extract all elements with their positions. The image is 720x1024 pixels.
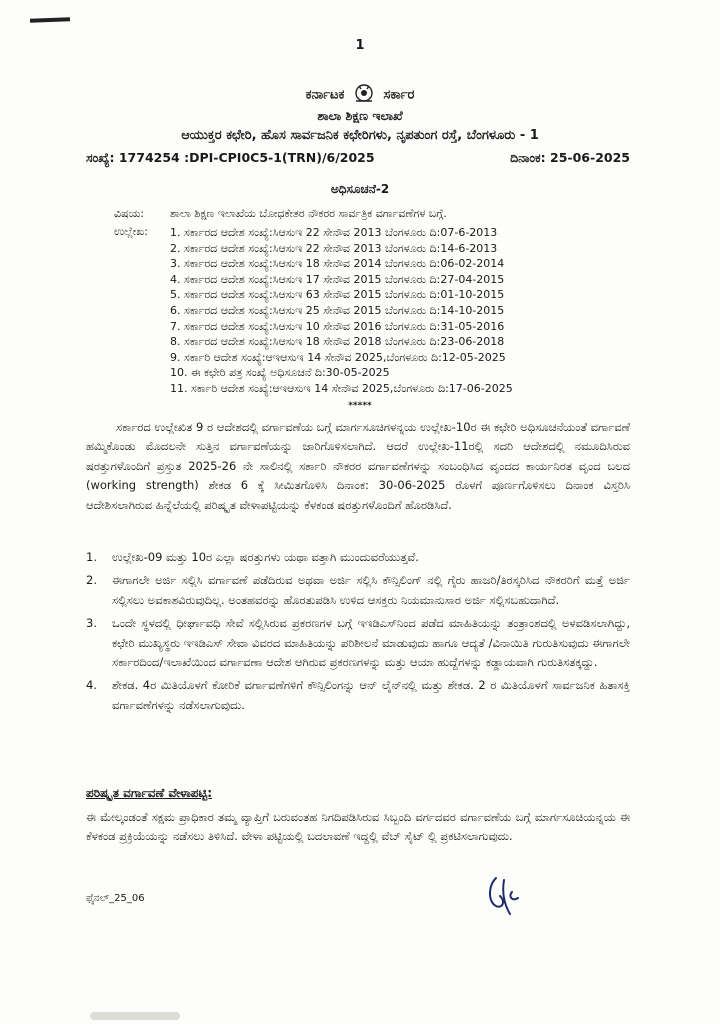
reference-item: 6. ಸರ್ಕಾರದ ಆದೇಶ ಸಂಖ್ಯೆ:ಸಿಆಸುಇ 25 ಸೇನೌವ 2015 ಬೆಂಗಳೂರು ದಿ:14-10-2015 bbox=[170, 303, 505, 317]
file-reference: ಫೈನಲ್_25_06 bbox=[86, 893, 145, 904]
notification-title: ಅಧಿಸೂಚನೆ-2 bbox=[330, 182, 390, 196]
reference-item: 5. ಸರ್ಕಾರದ ಆದೇಶ ಸಂಖ್ಯೆ:ಸಿಆಸುಇ 63 ಸೇನೌವ 2015 ಬೆಂಗಳೂರು ದಿ:01-10-2015 bbox=[170, 288, 505, 302]
subject-text: ಶಾಲಾ ಶಿಕ್ಷಣ ಇಲಾಖೆಯ ಬೋಧಕೇತರ ನೌಕರರ ಸಾರ್ವತ್ರಿಕ ವರ್ಗಾವಣೆಗಳ ಬಗ್ಗೆ. bbox=[170, 207, 447, 220]
condition-item bbox=[86, 548, 630, 567]
reference-item: 10. ಈ ಕಛೇರಿ ಪತ್ರ ಸಂಖ್ಯೆ ಅಧಿಸೂಚನೆ ದಿ:30-05-2025 bbox=[170, 366, 390, 380]
reference-list bbox=[114, 225, 640, 397]
revised-schedule-text: ಈ ಮೇಲ್ಕಂಡಂತೆ ಸಕ್ಷಮ ಪ್ರಾಧಿಕಾರ ತಮ್ಮ ವ್ಯಾಪ್ತಿಗೆ ಬರುವಂತಹ ನಿಗದಿಪಡಿಸಿರುವ ಸಿಬ್ಬಂದಿ ವರ್ಗದವರ ವರ್ಗಾವಣೆಯ ಬಗ್ಗೆ ಮಾರ್ಗಸೂಚಿಯನ್ನಯ ಈ ಕೆಳಕಂಡ ಪ್ರಕ್ರಿಯೆಯನ್ನು ನಡೆಸಲು ತಿಳಿಸಿದೆ. ವೇಳಾ ಪಟ್ಟಿಯಲ್ಲಿ ಬದಲಾವಣೆ ಇದ್ದಲ್ಲಿ ವೆಬ್ ಸೈಟ್ ಲ್ಲಿ ಪ್ರಕಟಿಸಲಾಗುವುದು. bbox=[86, 810, 630, 844]
condition-text: ಈಗಾಗಲೇ ಅರ್ಜಿ ಸಲ್ಲಿಸಿ ವರ್ಗಾವಣೆ ಪಡೆದಿರುವ ಅಥವಾ ಅರ್ಜಿ ಸಲ್ಲಿಸಿ ಕೌನ್ಸಿಲಿಂಗ್ ನಲ್ಲಿ ಗೈರು ಹಾಜರಿ/ತಿರಸ್ಕರಿಸಿದ ನೌಕರರಿಗೆ ಮತ್ತೆ ಅರ್ಜಿ ಸಲ್ಲಿಸಲು ಅವಕಾಶವಿರುವುದಿಲ್ಲ. ಅಂತಹವರನ್ನು ಹೊರತುಪಡಿಸಿ ಉಳಿದ ಆಸಕ್ತರು ನಿಯಮಾನುಸಾರ ಅರ್ಜಿ ಸಲ್ಲಿಸಬಹುದಾಗಿದೆ. bbox=[112, 573, 630, 607]
references bbox=[114, 225, 640, 397]
department-name: ಶಾಲಾ ಶಿಕ್ಷಣ ಇಲಾಖೆ bbox=[317, 108, 403, 123]
corner-mark bbox=[30, 17, 70, 22]
subject-label: ವಿಷಯ: bbox=[114, 207, 145, 220]
condition-number: 3. bbox=[86, 616, 97, 631]
reference-item: 2. ಸರ್ಕಾರದ ಆದೇಶ ಸಂಖ್ಯೆ:ಸಿಆಸುಇ 22 ಸೇನೌವ 2013 ಬೆಂಗಳೂರು ದಿ:14-6-2013 bbox=[170, 241, 498, 255]
signature-icon bbox=[482, 872, 524, 926]
reference-item: 11. ಸರ್ಕಾರಿ ಆದೇಶ ಸಂಖ್ಯೆ:ಆಇಆಸುಇ 14 ಸೇನೌವ 2025,ಬೆಂಗಳೂರು ದಿ:17-06-2025 bbox=[170, 381, 513, 395]
separator: ***** bbox=[348, 401, 372, 411]
header-government: ಸರ್ಕಾರ bbox=[383, 87, 415, 103]
reference-item: 3. ಸರ್ಕಾರದ ಆದೇಶ ಸಂಖ್ಯೆ:ಸಿಆಸುಇ 18 ಸೇನೌವ 2014 ಬೆಂಗಳೂರು ದಿ:06-02-2014 bbox=[170, 257, 505, 271]
reference-item: 1. ಸರ್ಕಾರದ ಆದೇಶ ಸಂಖ್ಯೆ:ಸಿಆಸುಇ 22 ಸೇನೌವ 2013 ಬೆಂಗಳೂರು ದಿ:07-6-2013 bbox=[170, 226, 498, 239]
condition-item bbox=[86, 571, 630, 610]
reference-item: 8. ಸರ್ಕಾರದ ಆದೇಶ ಸಂಖ್ಯೆ:ಸಿಆಸುಇ 18 ಸೇನೌವ 2018 ಬೆಂಗಳೂರು ದಿ:23-06-2018 bbox=[170, 335, 505, 349]
condition-text: ಉಲ್ಲೇಖ-09 ಮತ್ತು 10ರ ಎಲ್ಲಾ ಷರತ್ತುಗಳು ಯಥಾ ವತ್ತಾಗಿ ಮುಂದುವರೆಯುತ್ತವೆ. bbox=[112, 550, 419, 564]
condition-item bbox=[86, 676, 630, 715]
condition-number: 2. bbox=[86, 573, 97, 588]
intro-paragraph: ಸರ್ಕಾರದ ಉಲ್ಲೇಖಿತ 9 ರ ಆದೇಶದಲ್ಲಿ ವರ್ಗಾವಣೆಯ ಬಗ್ಗೆ ಮಾರ್ಗಸೂಚಿಗಳನ್ನಯ ಉಲ್ಲೇಖ-10ರ ಈ ಕಛೇರಿ ಅಧಿಸೂಚನೆಯಂತೆ ವರ್ಗಾವಣೆ ಹಮ್ಮಿಕೊಂಡು ಮೊದಲನೇ ಸುತ್ತಿನ ವರ್ಗಾವಣೆಯನ್ನು ಜಾರಿಗೊಳಿಸಲಾಗಿದೆ. ಆದರೆ ಉಲ್ಲೇಖ-11ರಲ್ಲಿ ಸದರಿ ಆದೇಶದಲ್ಲಿ ನಮೂದಿಸಿರುವ ಷರತ್ತುಗಳೊಂದಿಗೆ ಪ್ರಸ್ತುತ 2025-26 ನೇ ಸಾಲಿನಲ್ಲಿ ಸರ್ಕಾರಿ ನೌಕರರ ವರ್ಗಾವಣೆಗಳನ್ನು ಸಂಬಂಧಿಸಿದ ವೃಂದದ ಕಾರ್ಯನಿರತ ವೃಂದ ಬಲದ (working strength) ಶೇಕಡ 6 ಕ್ಕೆ ಸೀಮಿತಗೊಳಿಸಿ ದಿನಾಂಕ: 30-06-2025 ರೊಳಗೆ ಪೂರ್ಣಗೊಳಿಸಲು ದಿನಾಂಕ ವಿಸ್ತರಿಸಿ ಆದೇಶಿಸಲಾಗಿರುವ ಹಿನ್ನೆಲೆಯಲ್ಲಿ ಪರಿಷ್ಕೃತ ವೇಳಾಪಟ್ಟಿಯನ್ನು ಕೆಳಕಂಡ ಷರತ್ತುಗಳೊಂದಿಗೆ ಹೊರಡಿಸಿದೆ. bbox=[86, 420, 630, 512]
header-state: ಕರ್ನಾಟಕ bbox=[305, 87, 345, 103]
reference-item: 9. ಸರ್ಕಾರಿ ಆದೇಶ ಸಂಖ್ಯೆ:ಆಇಆಸುಇ 14 ಸೇನೌವ 2025,ಬೆಂಗಳೂರು ದಿ:12-05-2025 bbox=[170, 350, 506, 364]
government-header bbox=[0, 82, 720, 108]
page-number: 1 bbox=[355, 38, 365, 53]
emblem-icon bbox=[353, 82, 375, 108]
reference-item: 4. ಸರ್ಕಾರದ ಆದೇಶ ಸಂಖ್ಯೆ:ಸಿಆಸುಇ 17 ಸೇನೌವ 2015 ಬೆಂಗಳೂರು ದಿ:27-04-2015 bbox=[170, 272, 505, 286]
subject bbox=[114, 207, 630, 221]
condition-number: 4. bbox=[86, 678, 97, 693]
reference-number: ಸಂಖ್ಯೆ: 1774254 :DPI-CPI0C5-1(TRN)/6/2025 bbox=[86, 150, 375, 165]
condition-text: ಒಂದೇ ಸ್ಥಳದಲ್ಲಿ ಧೀರ್ಘಾವಧಿ ಸೇವೆ ಸಲ್ಲಿಸಿರುವ ಪ್ರಕರಣಗಳ ಬಗ್ಗೆ ಇಇಡಿಎಸ್‌ನಿಂದ ಪಡೆದ ಮಾಹಿತಿಯನ್ನು ತಂತ್ರಾಂಶದಲ್ಲಿ ಅಳವಡಿಸಲಾಗಿದ್ದು, ಕಛೇರಿ ಮುಖ್ಯಸ್ಥರು ಇಇಡಿಎಸ್ ಸೇವಾ ವಿವರದ ಮಾಹಿತಿಯನ್ನು ಪರಿಶೀಲನೆ ಮಾಡುವುದು ಹಾಗೂ ಆದ್ಯತೆ /ವಿನಾಯಿತಿ ಗುರುತಿಸುವುದು ಈಗಾಗಲೇ ಸರ್ಕಾರದಿಂದ/ಇಲಾಖೆಯಿಂದ ವರ್ಗಾವಣಾ ಆದೇಶ ಆಗಿರುವ ಪ್ರಕರಣಗಳನ್ನು ಮತ್ತು ಆಯಾ ಹುದ್ದೆಗಳನ್ನು ಕಡ್ಡಾಯವಾಗಿ ಗುರುತಿಸತಕ್ಕದ್ದು. bbox=[112, 616, 630, 670]
condition-item bbox=[86, 614, 630, 672]
references-label: ಉಲ್ಲೇಖ: bbox=[114, 225, 148, 238]
reference-item: 7. ಸರ್ಕಾರದ ಆದೇಶ ಸಂಖ್ಯೆ:ಸಿಆಸುಇ 10 ಸೇನೌವ 2016 ಬೆಂಗಳೂರು ದಿ:31-05-2016 bbox=[170, 319, 505, 333]
reference-line bbox=[86, 150, 630, 166]
revised-schedule-title: ಪರಿಷ್ಕೃತ ವರ್ಗಾವಣೆ ವೇಳಾಪಟ್ಟಿ: bbox=[86, 786, 213, 800]
condition-text: ಶೇಕಡ. 4ರ ಮಿತಿಯೊಳಗೆ ಕೋರಿಕೆ ವರ್ಗಾವಣೆಗಳಿಗೆ ಕೌನ್ಸಿಲಿಂಗನ್ನು ಆನ್ ಲೈನ್‌ನಲ್ಲಿ ಮತ್ತು ಶೇಕಡ. 2 ರ ಮಿತಿಯೊಳಗೆ ಸಾರ್ವಜನಿಕ ಹಿತಾಸಕ್ತಿ ವರ್ಗಾವಣೆಗಳನ್ನು ನಡೆಸಲಾಗುವುದು. bbox=[112, 678, 630, 712]
condition-number: 1. bbox=[86, 550, 97, 564]
office-address: ಆಯುಕ್ತರ ಕಛೇರಿ, ಹೊಸ ಸಾರ್ವಜನಿಕ ಕಛೇರಿಗಳು, ನೃಪತುಂಗ ರಸ್ತೆ, ಬೆಂಗಳೂರು - 1 bbox=[181, 128, 539, 143]
scan-smudge bbox=[90, 1012, 180, 1020]
document-date: ದಿನಾಂಕ: 25-06-2025 bbox=[510, 150, 630, 165]
conditions-list bbox=[86, 548, 630, 719]
